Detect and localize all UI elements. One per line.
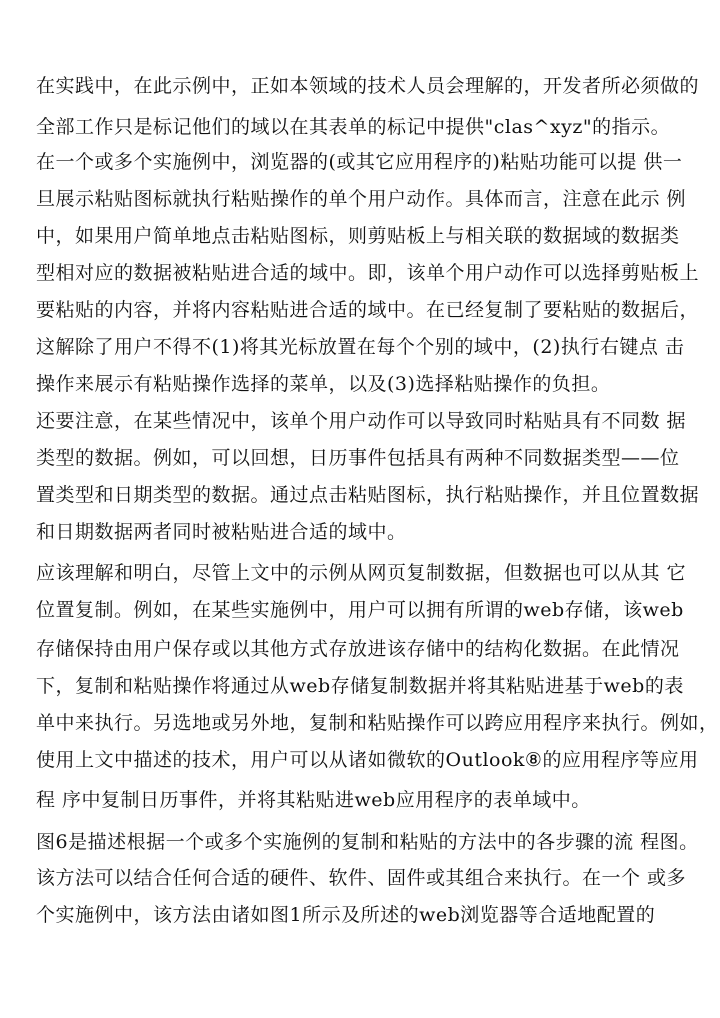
text-line: 下，复制和粘贴操作将通过从web存储复制数据并将其粘贴进基于web的表 xyxy=(36,675,684,697)
text-line: 还要注意，在某些情况中，该单个用户动作可以导致同时粘贴具有不同数 据 xyxy=(36,410,687,432)
text-line: 要粘贴的内容，并将内容粘贴进合适的域中。在已经复制了要粘贴的数据后， xyxy=(36,299,700,321)
text-line: 位置复制。例如，在某些实施例中，用户可以拥有所谓的web存储，该web xyxy=(36,599,684,621)
text-line: 应该理解和明白，尽管上文中的示例从网页复制数据，但数据也可以从其 它 xyxy=(36,562,687,584)
text-line: 操作来展示有粘贴操作选择的菜单，以及(3)选择粘贴操作的负担。 xyxy=(36,373,611,395)
text-line: 这解除了用户不得不(1)将其光标放置在每个个别的域中，(2)执行右键点 击 xyxy=(36,336,685,358)
text-line: 图6是描述根据一个或多个实施例的复制和粘贴的方法中的各步骤的流 程图。 xyxy=(36,831,699,853)
text-line: 使用上文中描述的技术，用户可以从诸如微软的Outlook⑧的应用程序等应用 xyxy=(36,749,699,771)
text-line: 全部工作只是标记他们的域以在其表单的标记中提供"clas^xyz"的指示。 xyxy=(36,116,671,138)
text-line: 旦展示粘贴图标就执行粘贴操作的单个用户动作。具体而言，注意在此示 例 xyxy=(36,188,687,210)
text-line: 程 序中复制日历事件，并将其粘贴进web应用程序的表单域中。 xyxy=(36,789,591,811)
text-line: 类型的数据。例如，可以回想，日历事件包括具有两种不同数据类型——位 xyxy=(36,447,680,469)
text-line: 和日期数据两者同时被粘贴进合适的域中。 xyxy=(36,521,407,543)
text-line: 单中来执行。另选地或另外地，复制和粘贴操作可以跨应用程序来执行。例如， xyxy=(36,712,719,734)
text-line: 在一个或多个实施例中，浏览器的(或其它应用程序的)粘贴功能可以提 供一 xyxy=(36,151,683,173)
text-line: 型相对应的数据被粘贴进合适的域中。即，该单个用户动作可以选择剪贴板上 xyxy=(36,262,700,284)
text-line: 在实践中，在此示例中，正如本领域的技术人员会理解的，开发者所必须做的 xyxy=(36,75,700,97)
text-line: 该方法可以结合任何合适的硬件、软件、固件或其组合来执行。在一个 或多 xyxy=(36,867,687,889)
text-line: 存储保持由用户保存或以其他方式存放进该存储中的结构化数据。在此情况 xyxy=(36,638,680,660)
text-line: 中，如果用户简单地点击粘贴图标，则剪贴板上与相关联的数据域的数据类 xyxy=(36,225,680,247)
text-line: 置类型和日期类型的数据。通过点击粘贴图标，执行粘贴操作，并且位置数据 xyxy=(36,484,700,506)
text-line: 个实施例中，该方法由诸如图1所示及所述的web浏览器等合适地配置的 xyxy=(36,904,656,926)
